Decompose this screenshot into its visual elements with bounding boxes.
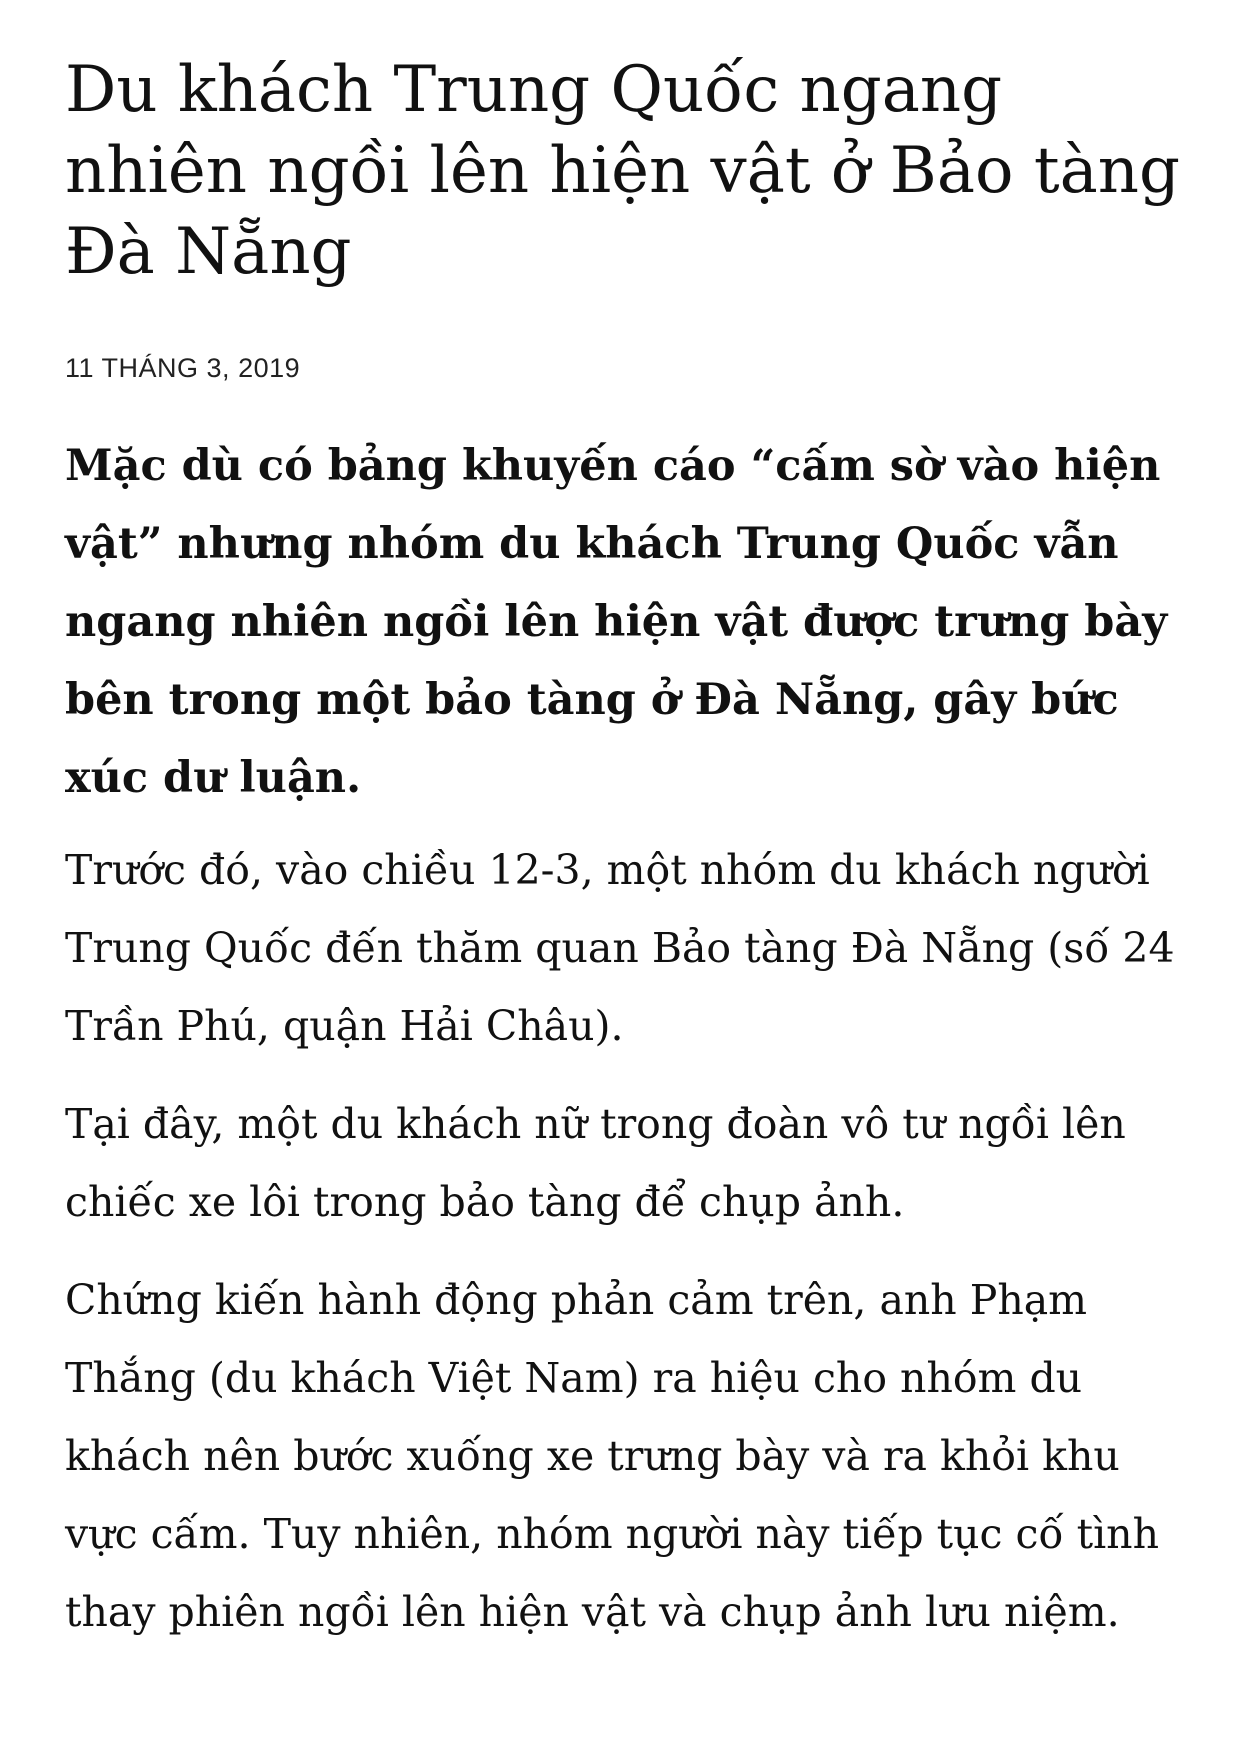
article-date: 11 THÁNG 3, 2019: [65, 353, 301, 383]
article-paragraph: Trước đó, vào chiều 12-3, một nhóm du khách người Trung Quốc đến thăm quan Bảo tàng Đà Nẵng (số 24 Trần Phú, quận Hải Châu).: [65, 846, 1175, 1050]
article: [65, 50, 1185, 1651]
article-title: Du khách Trung Quốc ngang nhiên ngồi lên hiện vật ở Bảo tàng Đà Nẵng: [65, 53, 1180, 289]
article-paragraph: Chứng kiến hành động phản cảm trên, anh Phạm Thắng (du khách Việt Nam) ra hiệu cho nhóm du khách nên bước xuống xe trưng bày và ra khỏi khu vực cấm. Tuy nhiên, nhóm người này tiếp tục cố tình thay phiên ngồi lên hiện vật và chụp ảnh lưu niệm.: [65, 1276, 1159, 1636]
article-paragraph: Tại đây, một du khách nữ trong đoàn vô tư ngồi lên chiếc xe lôi trong bảo tàng để chụp ảnh.: [65, 1100, 1126, 1226]
article-lead: Mặc dù có bảng khuyến cáo “cấm sờ vào hiện vật” nhưng nhóm du khách Trung Quốc vẫn ngang nhiên ngồi lên hiện vật được trưng bày bên trong một bảo tàng ở Đà Nẵng, gây bức xúc dư luận.: [65, 441, 1168, 803]
